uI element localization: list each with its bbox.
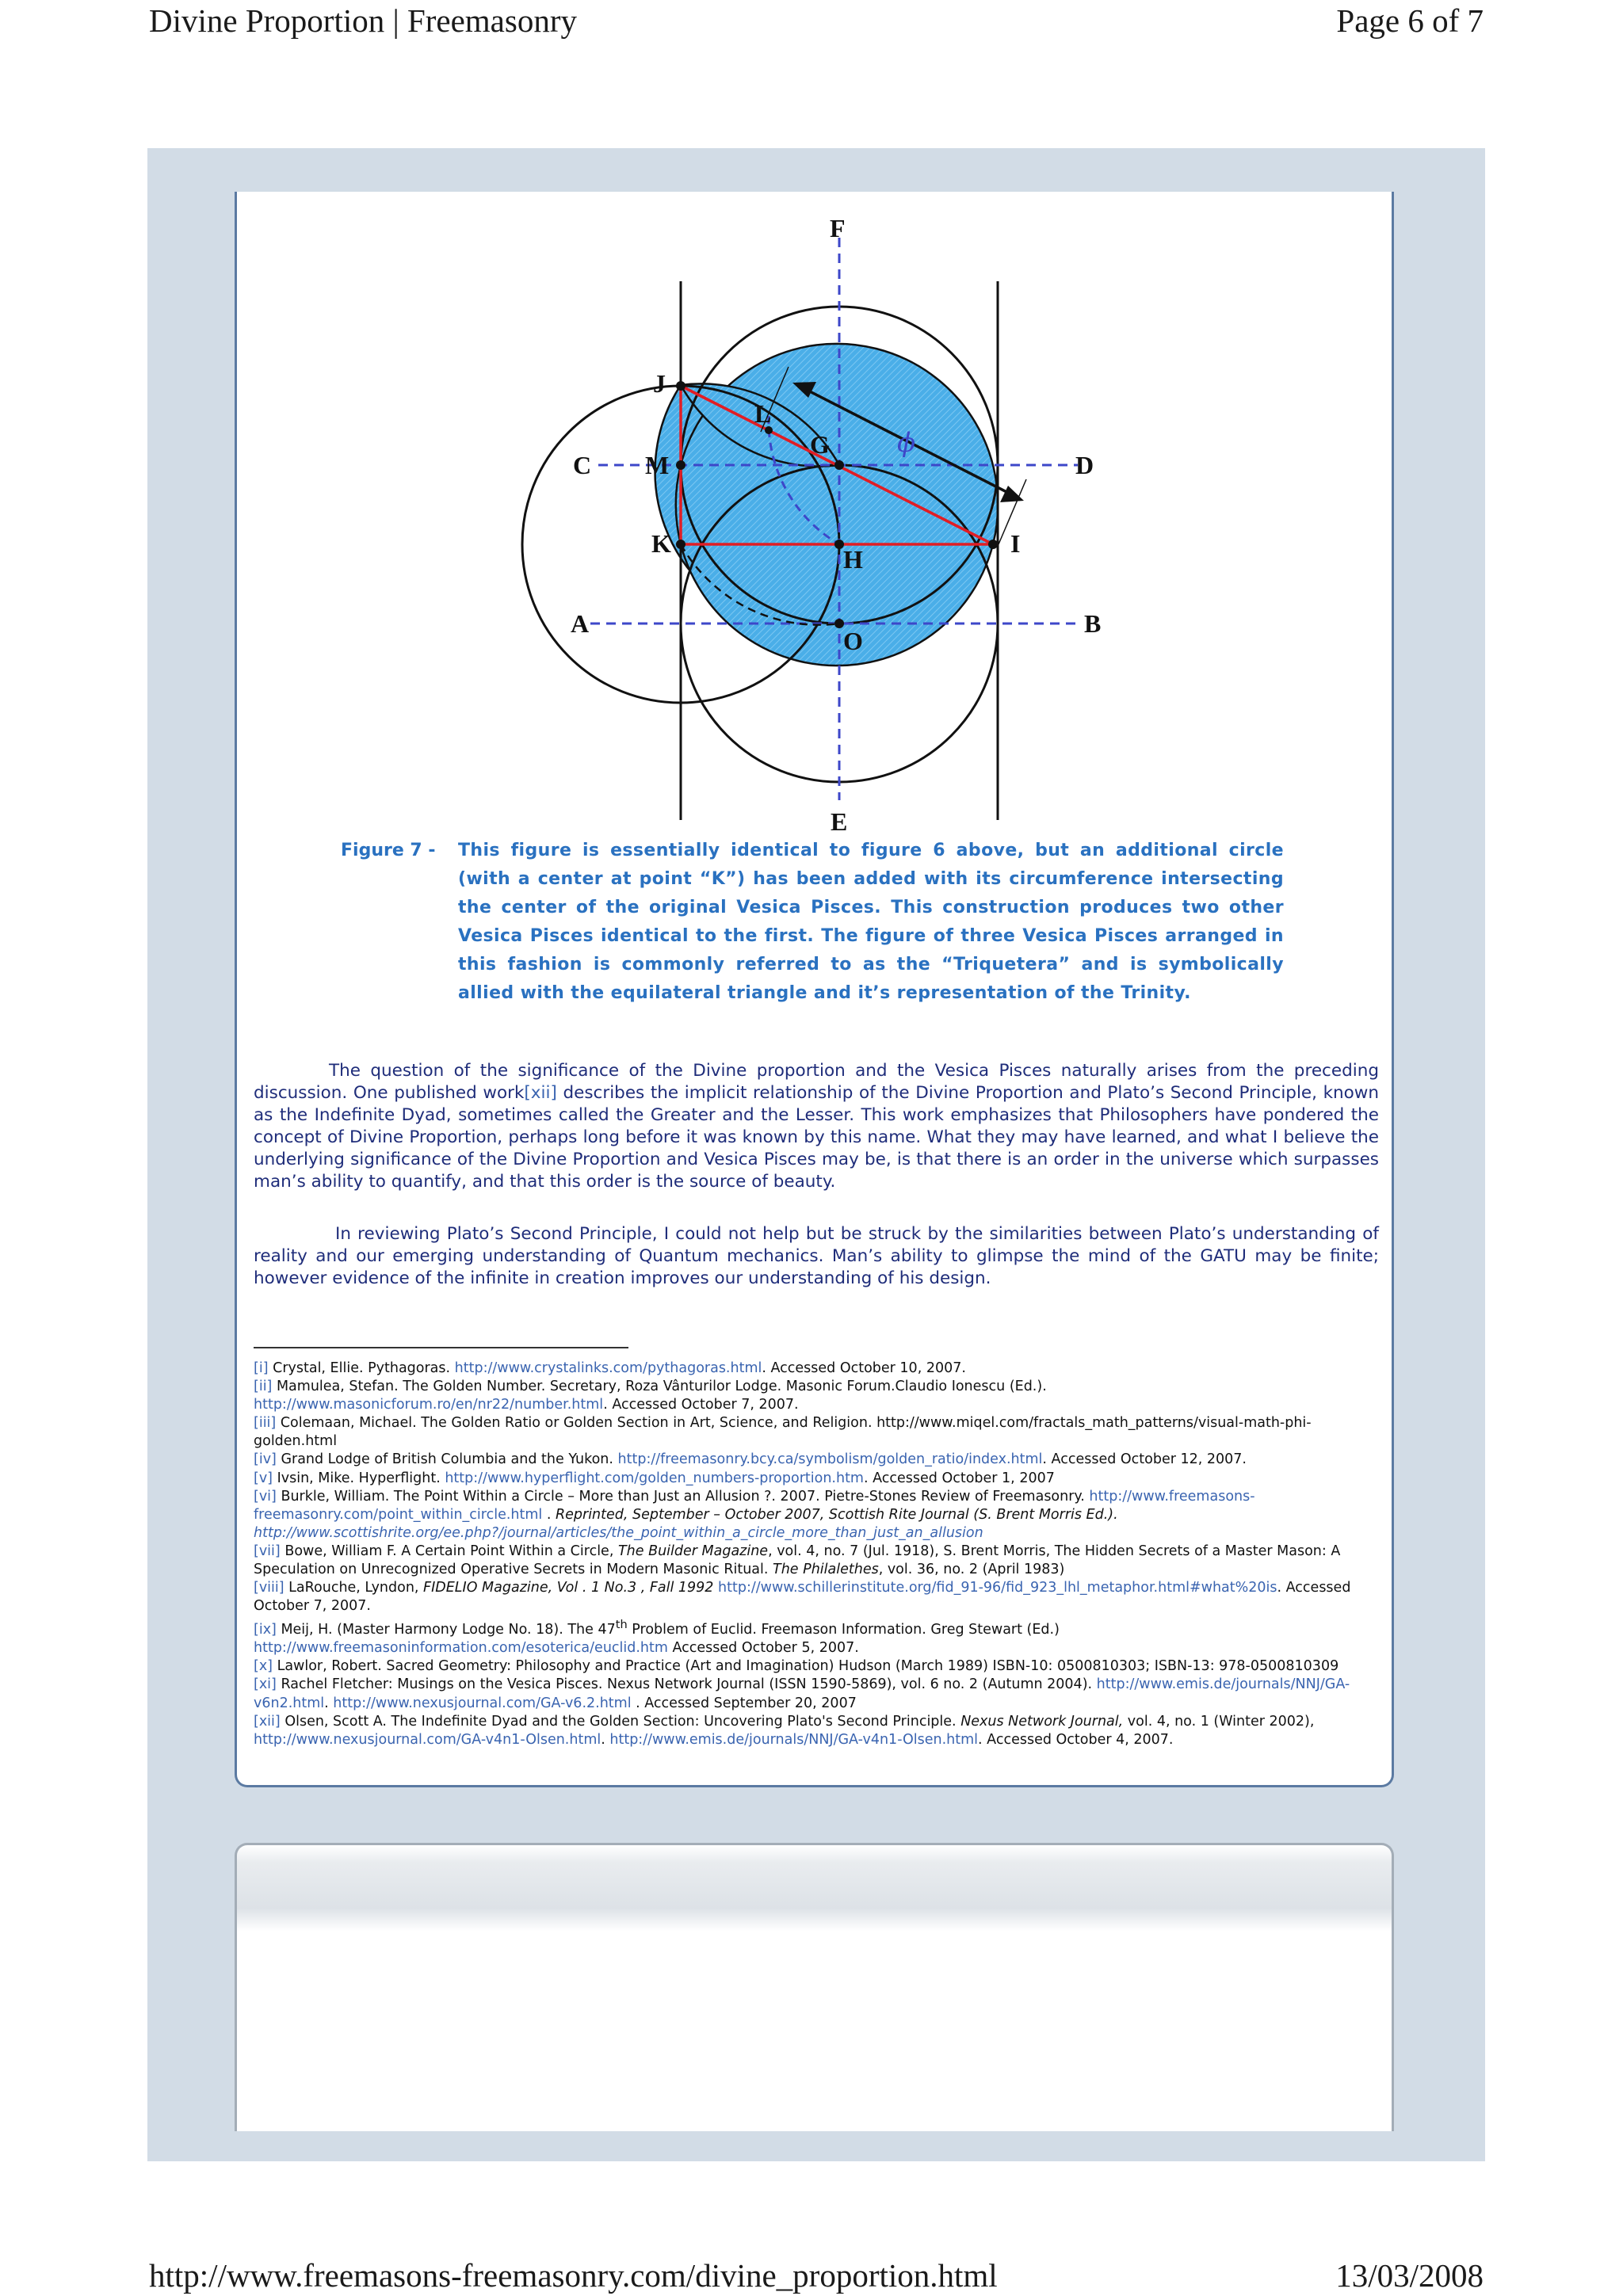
footnote: [x] Lawlor, Robert. Sacred Geometry: Philosophy and Practice (Art and Imagination) Hudson (March 1989) ISBN-10: 0500810303; ISBN-13: 978-0500810309 [254, 1658, 1339, 1675]
footnote-link[interactable]: http://www.crystalinks.com/pythagoras.html [454, 1360, 762, 1376]
secondary-card [235, 1843, 1394, 2131]
label-f: F [830, 214, 846, 242]
footnote: [vi] Burkle, William. The Point Within a Circle – More than Just an Allusion ?. 2007. Pietre-Stones Review of Freemasonry. http://www.freemasons-freemasonry.com/point_within_circle.html . Reprinted, September – October 2007, Scottish Rite Journal (S. Brent Morris Ed.). http://www.scottishrite.org/ee.php?/journal/articles/the_point_within_a_circle_more_than_just_an_allusion [254, 1488, 1255, 1541]
label-i: I [1010, 529, 1021, 558]
page-url: http://www.freemasons-freemasonry.com/divine_proportion.html [149, 2257, 998, 2294]
footnote-link[interactable]: http://www.hyperflight.com/golden_numbers-proportion.htm [445, 1470, 864, 1486]
document-title: Divine Proportion | Freemasonry [149, 2, 577, 39]
footnote: [iii] Colemaan, Michael. The Golden Ratio or Golden Section in Art, Science, and Religion. http://www.miqel.com/fractals_math_patterns/visual-math-phi-golden.html [254, 1415, 1312, 1450]
footnote: [xi] Rachel Fletcher: Musings on the Vesica Pisces. Nexus Network Journal (ISSN 1590-5869), vol. 6 no. 2 (Autumn 2004). http://www.emis.de/journals/NNJ/GA-v6n2.html. http://www.nexusjournal.com/GA-v6.2.html . Accessed September 20, 2007 [254, 1676, 1350, 1711]
footnote: [xii] Olsen, Scott A. The Indefinite Dyad and the Golden Section: Uncovering Plato's Second Principle. Nexus Network Journal, vol. 4, no. 1 (Winter 2002), http://www.nexusjournal.com/GA-v4n1-Olsen.html. http://www.emis.de/journals/NNJ/GA-v4n1-Olsen.html. Accessed October 4, 2007. [254, 1713, 1315, 1748]
label-k: K [651, 529, 671, 558]
label-d: D [1075, 451, 1094, 479]
footnote-link[interactable]: http://www.masonicforum.ro/en/nr22/number.html [254, 1397, 604, 1413]
footnote: [v] Ivsin, Mike. Hyperflight. http://www.hyperflight.com/golden_numbers-proportion.htm. Accessed October 1, 2007 [254, 1470, 1055, 1486]
footnote-link[interactable]: http://www.freemasons-freemasonry.com/point_within_circle.html [254, 1488, 1255, 1523]
paragraph-1: The question of the significance of the Divine proportion and the Vesica Pisces naturally arises from the preceding discussion. One published work[xii] describes the implicit relationship of the Divine Proportion and Plato’s Second Principle, known as the Indefinite Dyad, sometimes called the Greater and the Lesser. This work emphasizes that Philosophers have pondered the concept of Divine Proportion, perhaps long before it was known by this name. What they may have learned, and what I believe the underlying significance of the Divine Proportion and Vesica Pisces may be, is that there is an order in the universe which surpasses man’s ability to quantify, and that this order is the source of beauty. [254, 1061, 1380, 1192]
page-number: Page 6 of 7 [1336, 2, 1484, 39]
vesica-pisces-figure [0, 0, 1623, 832]
label-g: G [810, 430, 830, 459]
label-h: H [843, 545, 863, 574]
footnote-link[interactable]: http://www.nexusjournal.com/GA-v4n1-Olsen.html [254, 1731, 601, 1748]
footnote-link[interactable]: http://www.nexusjournal.com/GA-v6.2.html [333, 1695, 632, 1711]
print-footer [149, 2256, 1484, 2294]
footnote-rule [254, 1347, 628, 1348]
figure-caption-text: This figure is essentially identical to figure 6 above, but an additional circle (with a center at point “K”) has been added with its circumference intersecting the center of the original Vesica Pisces. This construction produces two other Vesica Pisces identical to the first. The figure of three Vesica Pisces arranged in this fashion is commonly referred to as the “Triquetera” and is symbolically allied with the equilateral triangle and it’s representation of the Trinity. [458, 841, 1284, 1003]
footnote: [i] Crystal, Ellie. Pythagoras. http://www.crystalinks.com/pythagoras.html. Accessed October 10, 2007. [254, 1360, 966, 1376]
footnote-link[interactable]: http://freemasonry.bcy.ca/symbolism/golden_ratio/index.html [617, 1451, 1043, 1468]
label-j: J [653, 369, 666, 398]
paragraph-2: In reviewing Plato’s Second Principle, I could not help but be struck by the similarities between Plato’s understanding of reality and our emerging understanding of Quantum mechanics. Man’s ability to glimpse the mind of the GATU may be finite; however evidence of the infinite in creation improves our understanding of his design. [254, 1224, 1379, 1288]
footnote: [iv] Grand Lodge of British Columbia and the Yukon. http://freemasonry.bcy.ca/symbolism/golden_ratio/index.html. Accessed October 12, 2007. [254, 1451, 1247, 1468]
footnotes [254, 1360, 1379, 1749]
figure-caption [341, 837, 1284, 1008]
label-o: O [843, 627, 863, 655]
label-l: L [754, 399, 772, 428]
label-m: M [645, 451, 670, 479]
label-phi: ϕ [897, 427, 916, 459]
footnote: [ii] Mamulea, Stefan. The Golden Number. Secretary, Roza Vânturilor Lodge. Masonic Forum.Claudio Ionescu (Ed.). http://www.masonicforum.ro/en/nr22/number.html. Accessed October 7, 2007. [254, 1379, 1047, 1413]
footnote-link[interactable]: http://www.scottishrite.org/ee.php?/journal/articles/the_point_within_a_circle_more_than_just_an_allusion [254, 1524, 983, 1541]
label-a: A [571, 609, 590, 638]
footnote: [vii] Bowe, William F. A Certain Point Within a Circle, The Builder Magazine, vol. 4, no. 7 (Jul. 1918), S. Brent Morris, The Hidden Secrets of a Master Mason: A Speculation on Unrecognized Operative Secrets in Modern Masonic Ritual. The Philalethes, vol. 36, no. 2 (April 1983) [254, 1543, 1341, 1578]
print-date: 13/03/2008 [1335, 2257, 1484, 2294]
footnote-link[interactable]: http://www.emis.de/journals/NNJ/GA-v4n1-Olsen.html [609, 1731, 979, 1748]
footnote-link[interactable]: http://www.schillerinstitute.org/fid_91-96/fid_923_lhl_metaphor.html#what%20is [718, 1580, 1277, 1596]
footnote-ref-xii[interactable]: [xii] [524, 1083, 557, 1103]
footnote: [viii] LaRouche, Lyndon, FIDELIO Magazine, Vol . 1 No.3 , Fall 1992 http://www.schillerinstitute.org/fid_91-96/fid_923_lhl_metaphor.html#what%20is. Accessed October 7, 2007. [254, 1580, 1351, 1615]
footnote-link[interactable]: http://www.emis.de/journals/NNJ/GA-v6n2.html [254, 1676, 1350, 1711]
footnote: [ix] Meij, H. (Master Harmony Lodge No. 18). The 47th Problem of Euclid. Freemason Information. Greg Stewart (Ed.) http://www.freemasoninformation.com/esoterica/euclid.htm Accessed October 5, 2007. [254, 1618, 1060, 1657]
label-b: B [1084, 609, 1102, 638]
figure-label: Figure 7 - [341, 841, 436, 860]
label-c: C [573, 451, 592, 479]
label-e: E [831, 807, 848, 832]
footnote-link[interactable]: http://www.freemasoninformation.com/esoterica/euclid.htm [254, 1640, 668, 1657]
